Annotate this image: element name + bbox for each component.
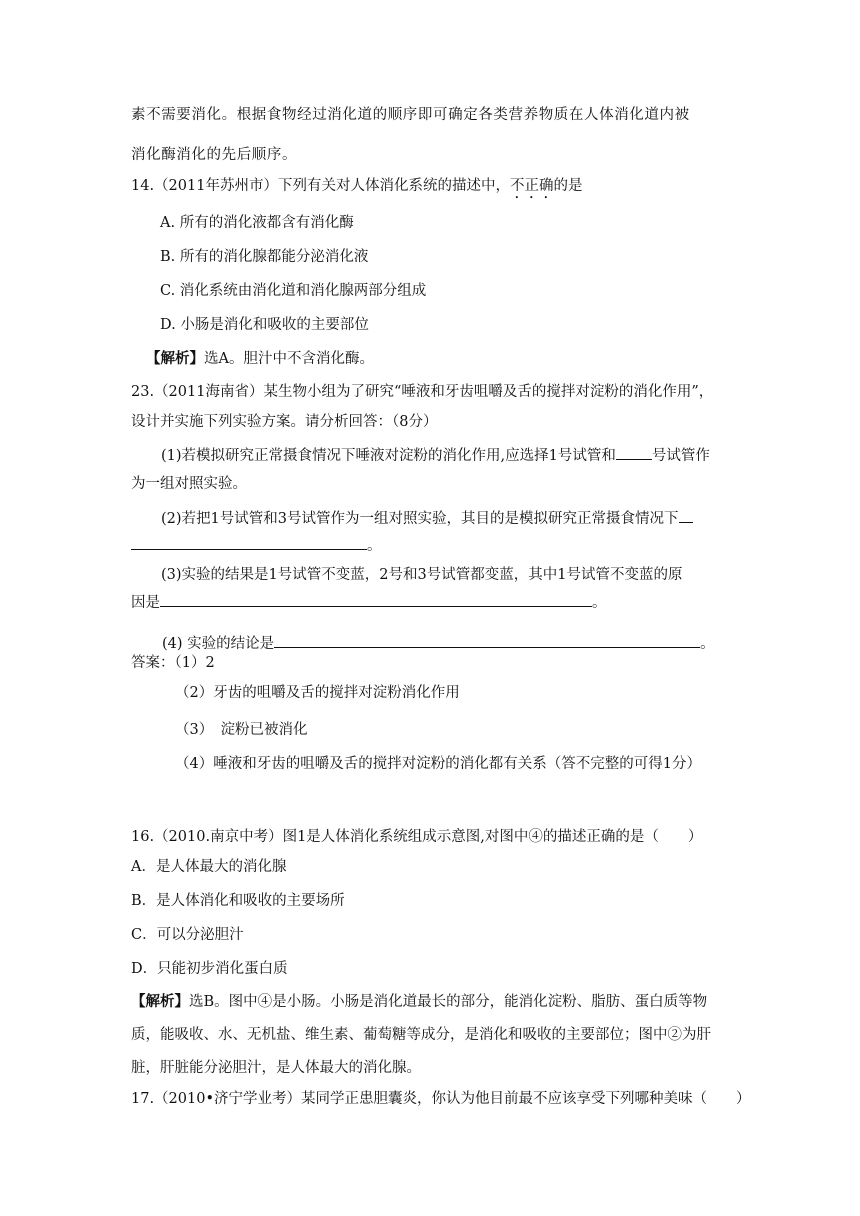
q23-part-4-text: (4) 实验的结论是	[162, 636, 275, 652]
q16-option-d: D．只能初步消化蛋白质	[131, 961, 288, 977]
q23-part-3: (3)实验的结果是1号试管不变蓝，2号和3号试管都变蓝，其中1号试管不变蓝的原	[161, 567, 683, 583]
q23-part-2-continued	[131, 535, 382, 556]
q14-stem	[131, 176, 582, 202]
q14-analysis-tag: 【解析】	[146, 350, 204, 367]
q23-stem-line-1: 23.（2011海南省）某生物小组为了研究“唾液和牙齿咀嚼及舌的搅拌对淀粉的消化作用”，	[131, 384, 714, 400]
q16-option-b: B．是人体消化和吸收的主要场所	[131, 893, 345, 909]
q23-stem-line-2: 设计并实施下列实验方案。请分析回答：（8分）	[131, 414, 438, 430]
q14-analysis	[146, 349, 374, 369]
q23-part-2-end: 。	[367, 538, 382, 554]
q23-answer-3: （3） 淀粉已被消化	[175, 722, 308, 738]
q23-part-4-blank	[274, 633, 700, 648]
q14-option-a: A. 所有的消化液都含有消化酶	[160, 215, 354, 231]
q16-analysis-text: 选B。图中④是小肠。小肠是消化道最长的部分，能消化淀粉、脂肪、蛋白质等物	[189, 994, 708, 1010]
q14-option-d: D. 小肠是消化和吸收的主要部位	[160, 317, 369, 333]
q23-part-4	[162, 633, 715, 654]
q14-stem-part-b: 的是	[553, 178, 583, 194]
q23-part-1-text-b: 号试管作	[651, 448, 710, 464]
q23-part-1	[161, 445, 710, 466]
q23-part-2-blank	[131, 535, 367, 550]
q14-option-b: B. 所有的消化腺都能分泌消化液	[160, 249, 369, 265]
q14-option-c: C. 消化系统由消化道和消化腺两部分组成	[160, 283, 427, 299]
q23-part-3-blank	[160, 592, 592, 607]
prev-text-line-1: 素不需要消化。根据食物经过消化道的顺序即可确定各类营养物质在人体消化道内被	[131, 107, 690, 123]
q23-part-2-text: (2)若把1号试管和3号试管作为一组对照实验，其目的是模拟研究正常摄食情况下	[161, 511, 679, 527]
q23-answer-4: （4）唾液和牙齿的咀嚼及舌的搅拌对淀粉的消化都有关系（答不完整的可得1分）	[175, 756, 701, 772]
q23-part-3-text: 因是	[131, 595, 160, 611]
q23-answer-2: （2）牙齿的咀嚼及舌的搅拌对淀粉消化作用	[175, 685, 460, 701]
q23-part-2-blank-start	[679, 508, 693, 523]
q14-stem-part-a: 14.（2011年苏州市）下列有关对人体消化系统的描述中，	[131, 178, 510, 194]
q23-part-2	[161, 508, 693, 529]
q16-option-a: A．是人体最大的消化腺	[131, 859, 287, 875]
q23-part-1-continued: 为一组对照实验。	[131, 476, 247, 492]
q23-part-1-blank	[616, 445, 652, 460]
q23-answer-label: 答案：（1）2	[131, 655, 215, 671]
q16-analysis-line-3: 脏，肝脏能分泌胆汁，是人体最大的消化腺。	[131, 1060, 421, 1076]
q23-part-1-text-a: (1)若模拟研究正常摄食情况下唾液对淀粉的消化作用,应选择1号试管和	[161, 448, 616, 464]
q16-analysis-line-1	[131, 992, 707, 1012]
q23-part-3-continued	[131, 592, 607, 613]
q23-part-4-end: 。	[700, 636, 715, 652]
q16-stem: 16.（2010.南京中考）图1是人体消化系统组成示意图,对图中④的描述正确的是（ ）	[131, 829, 703, 845]
q23-part-3-end: 。	[592, 595, 607, 611]
prev-text-line-2: 消化酶消化的先后顺序。	[131, 147, 298, 163]
q14-stem-emphasis: 不正确	[509, 178, 554, 194]
q16-analysis-tag: 【解析】	[131, 993, 189, 1010]
q17-stem: 17.（2010•济宁学业考）某同学正患胆囊炎，你认为他目前最不应该享受下列哪种美味（ ）	[131, 1091, 751, 1107]
q16-analysis-line-2: 质，能吸收、水、无机盐、维生素、葡萄糖等成分，是消化和吸收的主要部位；图中②为肝	[131, 1027, 711, 1043]
q14-analysis-text: 选A。胆汁中不含消化酶。	[204, 351, 374, 367]
q16-option-c: C．可以分泌胆汁	[131, 927, 244, 943]
